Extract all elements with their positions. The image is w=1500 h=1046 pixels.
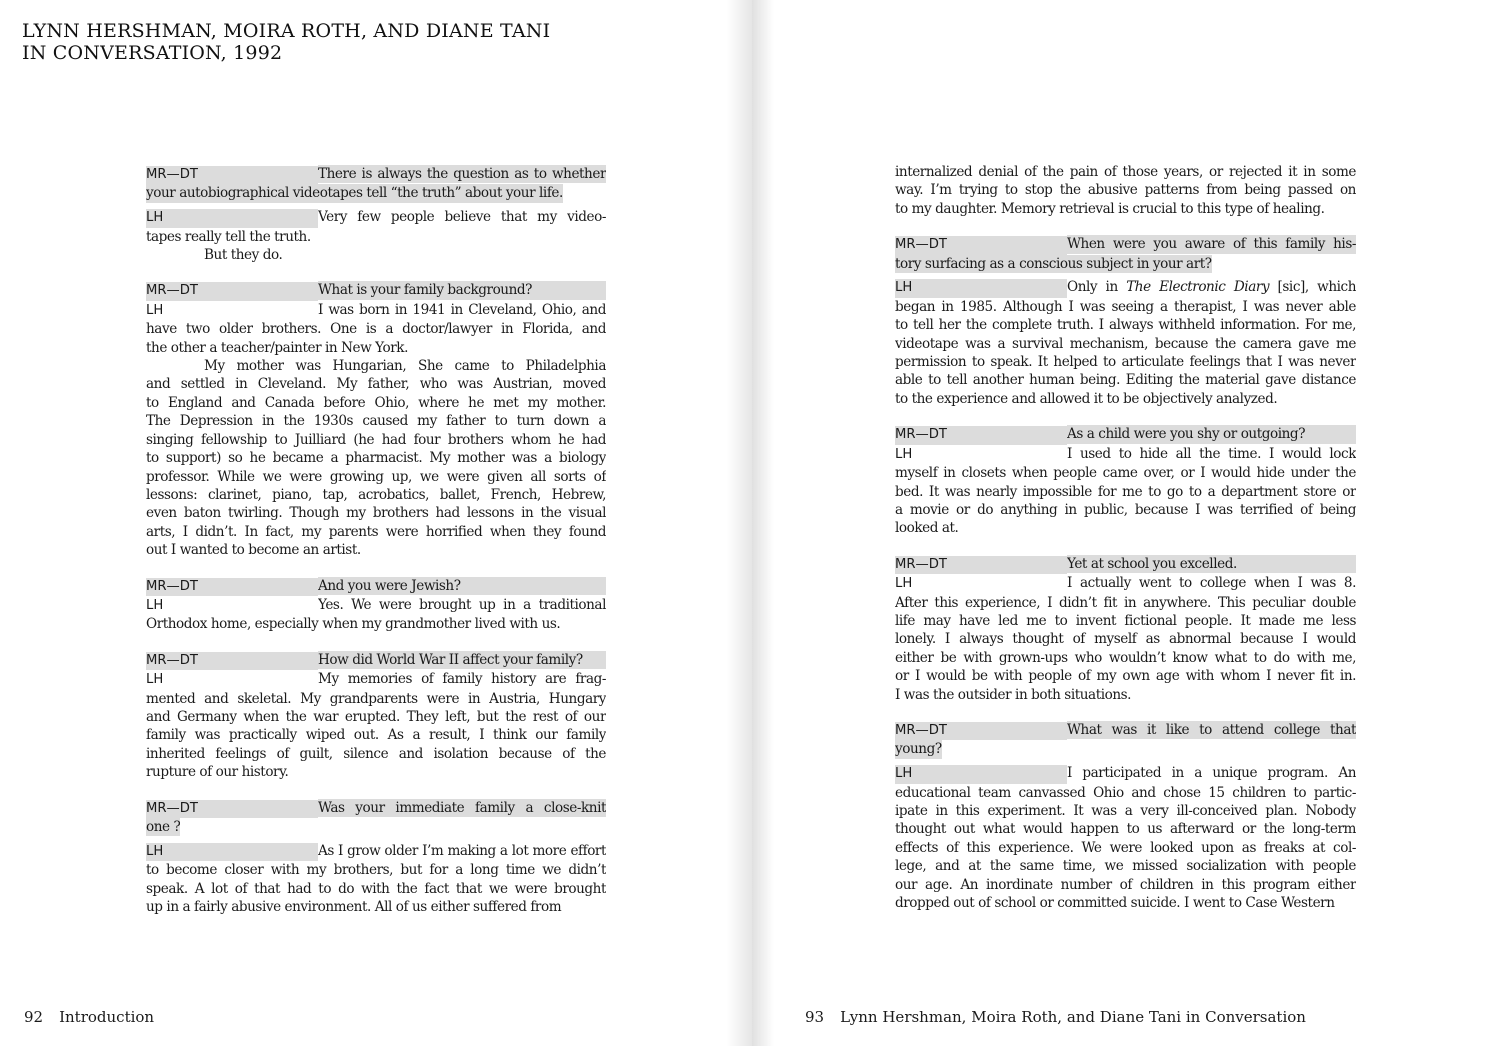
question-line xyxy=(895,740,1356,764)
answer-text: to become closer with my brothers, but for a long time we didn’t xyxy=(146,862,606,879)
answer-text: to my daughter. Memory retrieval is crucial to this type of healing. xyxy=(895,200,1325,217)
speaker-label: LH xyxy=(146,672,164,688)
answer-text: speak. A lot of that had to do with the fact that we were brought xyxy=(146,880,606,897)
question-text: When were you aware of this family his- xyxy=(1067,236,1356,253)
answer-text: [sic], which xyxy=(1269,279,1356,296)
question-line xyxy=(146,818,606,842)
answer-text: After this experience, I didn’t fit in anywhere. This peculiar double xyxy=(895,594,1356,611)
answer-text: to tell her the complete truth. I always withheld information. For me, xyxy=(895,317,1356,334)
answer-text: I actually went to college when I was 8. xyxy=(1067,575,1356,592)
answer-text: educational team canvassed Ohio and chose 15 children to partic- xyxy=(895,784,1356,801)
question-text: one ? xyxy=(146,819,181,835)
question-line xyxy=(895,255,1356,279)
answer-text: professor. While we were growing up, we were given all sorts of xyxy=(146,468,606,485)
question-line xyxy=(895,235,1356,254)
answer-text: lege, and at the same time, we missed socialization with people xyxy=(895,858,1356,875)
answer-text: and settled in Cleveland. My father, who was Austrian, moved xyxy=(146,376,606,393)
answer-text: way. I’m trying to stop the abusive patterns from being passed on xyxy=(895,182,1356,199)
speaker-label: MR—DT xyxy=(146,578,318,596)
answer-line xyxy=(895,445,1356,464)
question-text: And you were Jewish? xyxy=(318,577,606,595)
answer-text: But they do. xyxy=(204,247,283,264)
question-text: As a child were you shy or outgoing? xyxy=(1067,425,1356,443)
question-text: What is your family background? xyxy=(318,281,606,299)
question-text: How did World War II affect your family? xyxy=(318,651,606,669)
qa-block xyxy=(895,425,1356,537)
title-italic: The Electronic Diary xyxy=(1126,279,1270,296)
answer-text: dropped out of school or committed suicide. I went to Case Western xyxy=(895,895,1335,912)
page-number: 92 xyxy=(24,1008,44,1026)
speaker-label: MR—DT xyxy=(146,800,318,818)
gutter-shadow xyxy=(726,0,752,1046)
answer-text: arts, I didn’t. In fact, my parents were horrified when they found xyxy=(146,523,606,540)
answer-text: I was born in 1941 in Cleveland, Ohio, and xyxy=(318,301,606,318)
answer-text: Only in xyxy=(1067,279,1127,296)
question-text: There is always the question as to whether xyxy=(318,166,606,182)
question-line xyxy=(146,281,606,300)
answer-line xyxy=(895,764,1356,783)
answer-line xyxy=(146,301,606,320)
speaker-label: LH xyxy=(895,446,913,462)
question-line xyxy=(895,555,1356,574)
answer-text: thought out what would happen to us afterward or the long-term xyxy=(895,821,1356,838)
page-number: 93 xyxy=(805,1008,825,1026)
left-folio xyxy=(24,1008,154,1026)
speaker-label: LH xyxy=(895,576,913,592)
answer-text: My mother was Hungarian, She came to Philadelphia xyxy=(204,358,606,375)
answer-text: up in a fairly abusive environment. All of us either suffered from xyxy=(146,899,562,916)
question-line xyxy=(895,721,1356,740)
qa-block xyxy=(146,165,606,264)
qa-block xyxy=(146,799,606,917)
answer-text: effects of this experience. We were looked upon as freaks at col- xyxy=(895,839,1356,856)
answer-text: I was the outsider in both situations. xyxy=(895,686,1132,703)
answer-text: looked at. xyxy=(895,520,959,537)
answer-text: internalized denial of the pain of those years, or rejected it in some xyxy=(895,164,1356,180)
running-head: Lynn Hershman, Moira Roth, and Diane Tani in Conversation xyxy=(840,1008,1306,1026)
answer-text: ipate in this experiment. It was a very ill-conceived plan. Nobody xyxy=(895,803,1356,819)
answer-text: began in 1985. Although I was seeing a therapist, I was never able xyxy=(895,298,1356,315)
answer-text: life may have led me to invent fictional people. It made me less xyxy=(895,612,1356,629)
answer-text: singing fellowship to Juilliard (he had four brothers whom he had xyxy=(146,431,606,448)
question-text: What was it like to attend college that xyxy=(1067,721,1356,738)
answer-text: The Depression in the 1930s caused my father to turn down a xyxy=(146,413,606,430)
speaker-label: MR—DT xyxy=(146,166,318,184)
answer-text: able to tell another human being. Editing the material gave distance xyxy=(895,372,1356,389)
question-line xyxy=(146,799,606,818)
answer-text: rupture of our history. xyxy=(146,764,289,781)
answer-text: As I grow older I’m making a lot more effort xyxy=(318,842,606,859)
answer-text: mented and skeletal. My grandparents were in Austria, Hungary xyxy=(146,690,606,707)
question-text: your autobiographical videotapes tell “the truth” about your life. xyxy=(146,185,563,202)
chapter-title-line: IN CONVERSATION, 1992 xyxy=(22,42,283,64)
answer-text xyxy=(1067,278,1356,296)
right-text-column xyxy=(895,163,1356,912)
question-line xyxy=(146,165,606,184)
answer-text: to support) so he became a pharmacist. My mother was a biology xyxy=(146,450,606,467)
question-text: young? xyxy=(895,741,942,758)
chapter-title xyxy=(22,20,550,64)
answer-text: inherited feelings of guilt, silence and isolation because of the xyxy=(146,745,606,762)
running-head: Introduction xyxy=(59,1008,155,1026)
right-folio xyxy=(805,1008,1306,1026)
question-line xyxy=(146,577,606,596)
speaker-label: LH xyxy=(895,279,1067,297)
speaker-label: LH xyxy=(146,302,164,318)
qa-block xyxy=(895,721,1356,912)
answer-text: lessons: clarinet, piano, tap, acrobatics, ballet, French, Hebrew, xyxy=(146,486,606,503)
answer-line xyxy=(895,574,1356,593)
right-page xyxy=(752,0,1500,1046)
speaker-label: MR—DT xyxy=(895,426,1067,444)
answer-text: I participated in a unique program. An xyxy=(1067,765,1356,782)
answer-text: videotape was a survival mechanism, because the camera gave me xyxy=(895,335,1356,352)
question-line xyxy=(895,425,1356,444)
speaker-label: LH xyxy=(146,843,318,861)
speaker-label: MR—DT xyxy=(146,282,318,300)
answer-text: Yes. We were brought up in a traditional xyxy=(318,596,606,613)
answer-text: lonely. I always thought of myself as abnormal because I would xyxy=(895,631,1356,648)
qa-block xyxy=(146,651,606,782)
answer-text: myself in closets when people came over, or I would hide under the xyxy=(895,465,1356,482)
answer-text: permission to speak. It helped to articulate feelings that I was never xyxy=(895,354,1356,371)
chapter-title-line: LYNN HERSHMAN, MOIRA ROTH, AND DIANE TANI xyxy=(22,20,551,42)
answer-line xyxy=(146,842,606,861)
speaker-label: LH xyxy=(146,597,164,613)
answer-text: Very few people believe that my video- xyxy=(318,209,606,226)
answer-text: our age. An inordinate number of children in this program either xyxy=(895,876,1356,893)
qa-block xyxy=(895,555,1356,704)
answer-text: My memories of family history are frag- xyxy=(318,671,606,688)
answer-text: family was practically wiped out. As a result, I think our family xyxy=(146,727,606,744)
answer-text: either be with grown-ups who wouldn’t know what to do with me, xyxy=(895,649,1356,666)
qa-block xyxy=(146,281,606,559)
answer-text: and Germany when the war erupted. They left, but the rest of our xyxy=(146,708,606,725)
qa-block xyxy=(146,577,606,634)
continued-paragraph xyxy=(895,163,1356,218)
answer-line xyxy=(146,596,606,615)
answer-text: a movie or do anything in public, because I was terrified of being xyxy=(895,501,1356,518)
answer-text: to England and Canada before Ohio, where he met my mother. xyxy=(146,394,606,411)
left-text-column xyxy=(146,165,606,916)
qa-block xyxy=(895,235,1356,408)
answer-text: out I wanted to become an artist. xyxy=(146,542,361,559)
answer-line xyxy=(146,208,606,227)
speaker-label: MR—DT xyxy=(895,236,1067,254)
answer-text: the other a teacher/painter in New York. xyxy=(146,339,408,356)
answer-line xyxy=(146,670,606,689)
answer-text: have two older brothers. One is a doctor/lawyer in Florida, and xyxy=(146,321,606,338)
speaker-label: LH xyxy=(895,765,1067,783)
answer-text: tapes really tell the truth. xyxy=(146,228,311,245)
question-line xyxy=(146,651,606,670)
answer-line xyxy=(895,278,1356,297)
speaker-label: MR—DT xyxy=(146,652,318,670)
answer-text: Orthodox home, especially when my grandmother lived with us. xyxy=(146,616,561,633)
answer-text: even baton twirling. Though my brothers had lessons in the visual xyxy=(146,505,606,522)
question-text: Yet at school you excelled. xyxy=(1067,555,1356,573)
speaker-label: LH xyxy=(146,209,318,227)
answer-text: or I would be with people of my own age with whom I never fit in. xyxy=(895,668,1356,685)
question-text: tory surfacing as a conscious subject in your art? xyxy=(895,255,1212,272)
answer-text: to the experience and allowed it to be objectively analyzed. xyxy=(895,390,1278,407)
question-line xyxy=(146,184,606,208)
question-text: Was your immediate family a close-knit xyxy=(318,799,606,816)
speaker-label: MR—DT xyxy=(895,722,1067,740)
gutter-shadow xyxy=(752,0,774,1046)
answer-text: bed. It was nearly impossible for me to go to a department store or xyxy=(895,483,1356,500)
speaker-label: MR—DT xyxy=(895,556,1067,574)
answer-text: I used to hide all the time. I would lock xyxy=(1067,445,1356,462)
